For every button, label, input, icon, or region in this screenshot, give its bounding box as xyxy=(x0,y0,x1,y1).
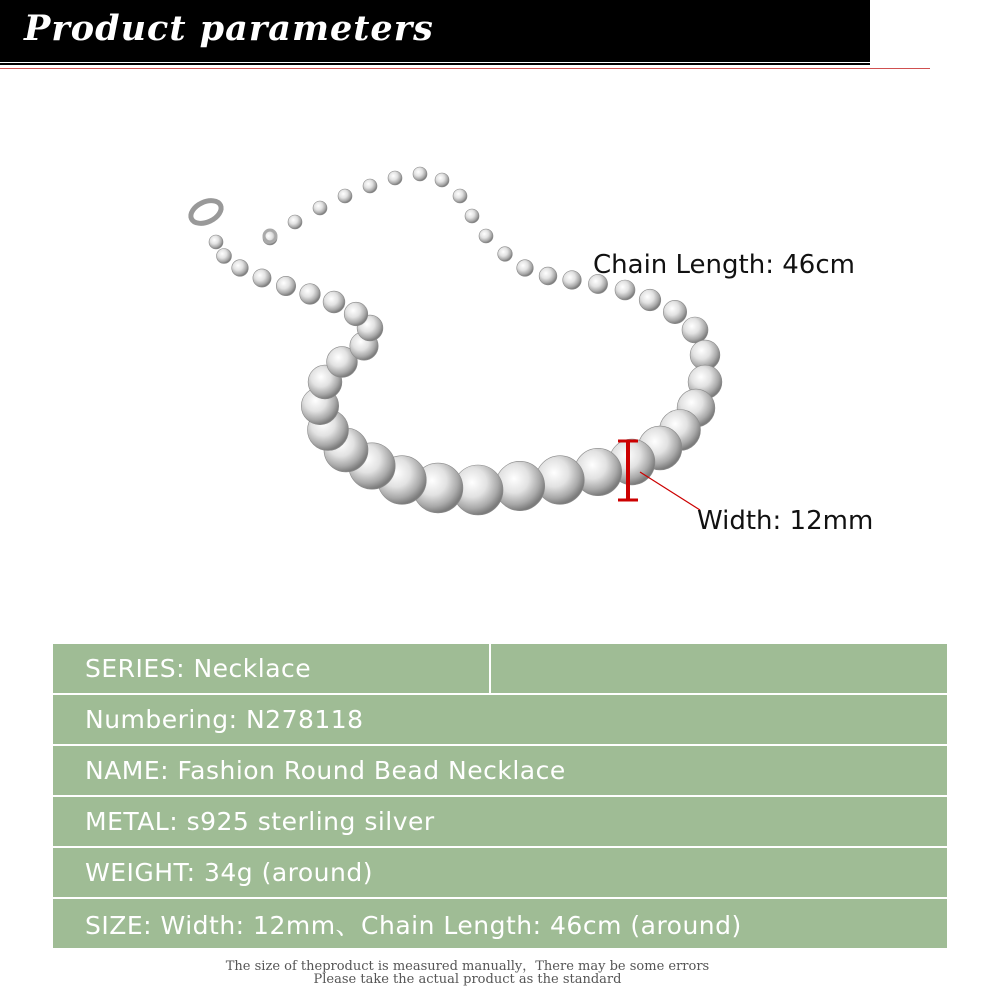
bead xyxy=(276,276,295,295)
bead xyxy=(517,260,534,277)
bead xyxy=(300,284,321,305)
spec-weight: WEIGHT: 34g (around) xyxy=(85,858,373,887)
spec-size: SIZE: Width: 12mm、Chain Length: 46cm (around) xyxy=(85,910,742,940)
bead xyxy=(288,215,302,229)
spec-table xyxy=(53,644,947,950)
spec-row-metal xyxy=(53,797,947,846)
spec-name: NAME: Fashion Round Bead Necklace xyxy=(85,756,566,785)
bead xyxy=(253,269,271,287)
disclaimer-line-2: Please take the actual product as the standard xyxy=(313,972,622,987)
spec-row-size xyxy=(53,899,947,948)
bead xyxy=(563,271,582,290)
bead xyxy=(639,289,661,311)
width-label: Width: 12mm xyxy=(697,506,874,536)
bead xyxy=(539,267,557,285)
bead xyxy=(413,167,427,181)
spec-metal: METAL: s925 sterling silver xyxy=(85,807,435,836)
bead xyxy=(435,173,449,187)
bead xyxy=(209,235,223,249)
bead xyxy=(323,291,345,313)
bead xyxy=(313,201,327,215)
bead xyxy=(388,171,402,185)
bead xyxy=(344,302,368,326)
spec-row-weight xyxy=(53,848,947,897)
spec-row-series xyxy=(53,644,947,693)
page-title: Product parameters xyxy=(24,8,434,49)
bead xyxy=(338,189,352,203)
bead xyxy=(465,209,479,223)
bead xyxy=(217,249,232,264)
bead xyxy=(479,229,493,243)
spec-row-numbering xyxy=(53,695,947,744)
bead xyxy=(615,280,635,300)
chain-length-label: Chain Length: 46cm xyxy=(593,250,855,280)
spec-numbering: Numbering: N278118 xyxy=(85,705,364,734)
width-marker xyxy=(560,438,710,528)
disclaimer-line-1: The size of theproduct is measured manually，There may be some errors xyxy=(225,959,710,974)
bead xyxy=(453,189,467,203)
spec-row-name xyxy=(53,746,947,795)
bead xyxy=(682,317,708,343)
lobster-clasp xyxy=(187,196,276,242)
cell-divider xyxy=(489,644,491,693)
bead xyxy=(498,247,513,262)
bead xyxy=(663,300,686,323)
bead xyxy=(232,260,249,277)
header-accent-line xyxy=(0,68,930,69)
header-divider xyxy=(0,63,870,65)
bead xyxy=(363,179,377,193)
spec-series: SERIES: Necklace xyxy=(85,654,312,683)
